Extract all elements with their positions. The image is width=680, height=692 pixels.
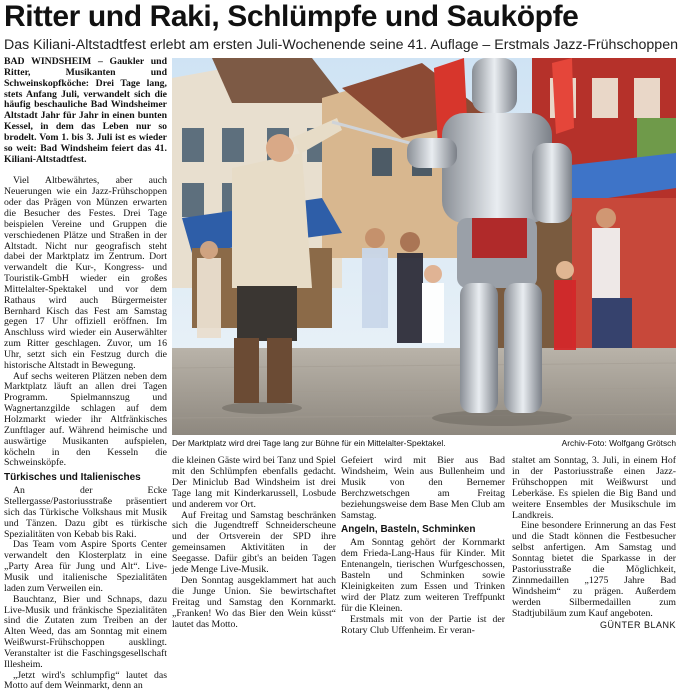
article-column-4 [512, 455, 676, 630]
body-paragraph: Eine besondere Erinnerung an das Fest und die Stadt können die Festbesucher selbst anfertigen. Am Samstag und Sonntag bietet die Sparkasse in der Pastoriusstraße die Möglichkeit, Zinnmedaillen „1275 Jahre Bad Windsheim“ zu prägen. Außerdem werden Silbermedaillen zum Stadtjubiläum zum Kauf angeboten. [512, 520, 676, 619]
article-photo [172, 58, 676, 435]
photo-credit: Archiv-Foto: Wolfgang Grötsch [561, 438, 676, 448]
body-paragraph: „Jetzt wird's schlumpfig“ lautet das Motto auf dem Weinmarkt, denn an [4, 669, 167, 692]
body-paragraph: Auf sechs weiteren Plätzen neben dem Marktplatz läuft an allen drei Tagen Programm. Spielmannszug und Wagnertanzgilde schlagen auf dem Holzmarkt wieder ihr Altfränkisches Zunftlager auf. Während heimische und auswärtige Musikanten aufspielen, köcheln in den Kesseln die Schweinsköpfe. [4, 370, 167, 469]
body-paragraph: Auf Freitag und Samstag beschränken sich die Jugendtreff Schneiderscheune und der Ortsverein der SPD ihre gemeinsamen Aktivitäten in der Seegasse. Dafür gibt's an beiden Tagen jede Menge Live-Musik. [172, 509, 336, 576]
section-heading: Angeln, Basteln, Schminken [341, 524, 476, 536]
body-paragraph: Viel Altbewährtes, aber auch Neuerungen wie ein Jazz-Frühschoppen oder das Prägen von Münzen erwarten die Besucher des Festes. Drei Tage beispielen Vereine und Gruppen die verschiedenen Plätze und Straßen in der Altstadt. Nicht nur geografisch steht dabei der Marktplatz im Zentrum. Dort verwandelt die Kur-, Kongress- und Touristik-GmbH wieder ein großes Mittelalter-Spektakel und vor dem Rathaus wird auch Bürgermeister Bernhard Kisch das Fest am Samstag gegen 17 Uhr offiziell eröffnen. Im Anschluss wird wieder ein Auserwählter zum Ritter geschlagen. Zuvor, um 16 Uhr, setzt sich ein Festzug durch die historische Altstadt in Bewegung. [4, 175, 167, 371]
body-paragraph: Am Sonntag gehört der Kornmarkt dem Frieda-Lang-Haus für Kinder. Mit Entenangeln, tierischen Wurfgeschossen, Basteln und Schminken sowie Kleinigkeiten zum Essen und Trinken wird der Platz zum weiteren Treffpunkt für die Kleinen. [341, 537, 505, 614]
body-paragraph: Den Sonntag ausgeklammert hat auch die Junge Union. Sie bewirtschaftet Freitag und Samstag den Kornmarkt. „Franken! Wo das Bier den Wein küsst“ lautet das Motto. [172, 574, 336, 630]
article-column-3 [341, 455, 505, 636]
knight-scene-illustration [172, 58, 676, 435]
article-column-1 [4, 56, 167, 692]
article-column-2 [172, 455, 336, 630]
author-byline: GÜNTER BLANK [599, 619, 676, 630]
body-paragraph: Das Team vom Aspire Sports Center verwandelt den Klosterplatz in eine „Party Area für Jung und Alt“. Live-Musik und italienische Spezialitäten laden zum Verweilen ein. [4, 539, 167, 594]
body-paragraph: Bauchtanz, Bier und Schnaps, dazu Live-Musik und fränkische Spezialitäten sind die Zutaten zum Treiben an der Alten Weed, das am Sonntag mit einem Weißwurst-Frühschoppen ausklingt. Veranstalter ist die Faschingsgesellschaft Illesheim. [4, 593, 167, 670]
lead-paragraph: BAD WINDSHEIM – Gaukler und Ritter, Musikanten und Schweinskopfköche: Drei Tage lang, stets Anfang Juli, verwandelt sich die häufig beschauliche Bad Windsheimer Altstadt Jahr für Jahr in einen bunten Kessel, in dem das Leben nur so brodelt. Vom 1. bis 3. Juli ist es wieder so weit: Bad Windsheim feiert das 41. Kiliani-Altstadtfest. [4, 56, 167, 165]
body-paragraph: Erstmals mit von der Partie ist der Rotary Club Uffenheim. Er veran- [341, 613, 505, 636]
photo-caption: Der Marktplatz wird drei Tage lang zur Bühne für ein Mittelalter-Spektakel. [172, 438, 446, 448]
body-paragraph: Gefeiert wird mit Bier aus Bad Windsheim, Wein aus Bullenheim und Musik von den Bernemer Berchzwetschgen am Freitag beziehungsweise dem Base Men Club am Samstag. [341, 455, 505, 521]
body-paragraph: An der Ecke Stellergasse/Pastoriusstraße präsentiert sich das Türkische Volkshaus mit Musik und Tänzen. Dazu gibt es türkische Spezialitäten von Kebab bis Raki. [4, 485, 167, 540]
body-paragraph: die kleinen Gäste wird bei Tanz und Spiel mit den Schlümpfen ebenfalls gedacht. Der Miniclub Bad Windsheim ist drei Tage lang mit Kinderkarussell, Losbude und anderem vor Ort. [172, 455, 336, 510]
section-heading: Türkisches und Italienisches [4, 472, 141, 484]
article-subheadline: Das Kiliani-Altstadtfest erlebt am ersten Juli-Wochenende seine 41. Auflage – Erstmals Jazz-Frühschoppen [4, 37, 678, 53]
body-paragraph: staltet am Sonntag, 3. Juli, in einem Hof in der Pastoriusstraße einen Jazz-Frühschoppen mit Weißwurst und Leberkäse. Es spielen die Big Band und weitere Ensembles der Musikschule im Landkreis. [512, 455, 676, 521]
article-headline: Ritter und Raki, Schlümpfe und Sauköpfe [4, 0, 579, 33]
